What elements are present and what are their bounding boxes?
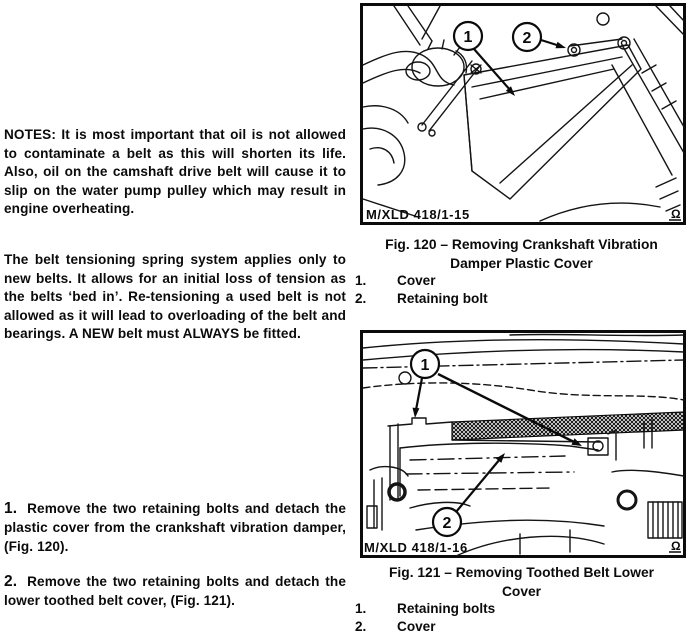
fig120-callout-1-label: 1	[463, 29, 473, 46]
figure-121-illustration	[360, 330, 686, 558]
legend-number: 1.	[355, 601, 367, 616]
step-1-number: 1.	[4, 500, 18, 517]
figure-121-caption	[352, 564, 691, 601]
step-2-text: Remove the two retaining bolts and detach the lower toothed belt cover, (Fig. 121).	[4, 574, 346, 608]
fig120-callout-2	[513, 23, 566, 51]
step-1-text: Remove the two retaining bolts and detach the plastic cover from the crankshaft vibration damper, (Fig. 120).	[4, 501, 346, 554]
step-2-number: 2.	[4, 573, 18, 590]
figure-121-legend-item	[355, 600, 685, 617]
figure-120-legend-item	[355, 290, 685, 307]
figure-120-legend-item	[355, 272, 685, 289]
fig120-corner-mark: Ω	[671, 207, 681, 221]
figure-120-caption	[352, 236, 691, 273]
step-2	[4, 572, 346, 610]
figure-121-caption-line1: Fig. 121 – Removing Toothed Belt Lower	[389, 565, 654, 580]
legend-label: Retaining bolts	[397, 601, 496, 616]
legend-number: 2.	[355, 291, 367, 306]
fig121-reference-code: M/XLD 418/1-16	[364, 540, 468, 555]
fig120-callout-2-label: 2	[522, 30, 532, 47]
step-1	[4, 499, 346, 556]
belt-tensioning-paragraph: The belt tensioning spring system applies only to new belts. It allows for an initial loss of tension as the belts ‘bed in’. Re-tensioning a used belt is not allowed as it will lead to overloading of the belt and bearings. A NEW belt must ALWAYS be fitted.	[4, 252, 346, 342]
notes-paragraph: NOTES: It is most important that oil is not allowed to contaminate a belt as this will shorten its life. Also, oil on the camshaft drive belt will cause it to slip on the water pump pulley which may result in engine overheating.	[4, 127, 346, 217]
fig120-reference-code: M/XLD 418/1-15	[366, 207, 470, 222]
figure-120-caption-line2: Damper Plastic Cover	[450, 255, 593, 271]
arrow-head	[413, 408, 420, 418]
figure-120-caption-line1: Fig. 120 – Removing Crankshaft Vibration	[385, 237, 658, 252]
fig121-corner-mark: Ω	[671, 539, 681, 553]
arrow-head	[556, 42, 567, 49]
figure-120-illustration	[360, 3, 686, 225]
figure-121-caption-line2: Cover	[501, 583, 542, 599]
legend-label: Cover	[397, 619, 436, 634]
fig121-callout-1-label: 1	[420, 357, 430, 374]
legend-label: Cover	[397, 273, 436, 288]
legend-number: 1.	[355, 273, 367, 288]
legend-number: 2.	[355, 619, 367, 634]
fig121-callout-2-label: 2	[442, 515, 452, 532]
legend-label: Retaining bolt	[397, 291, 488, 306]
figure-121-legend-item	[355, 618, 685, 635]
